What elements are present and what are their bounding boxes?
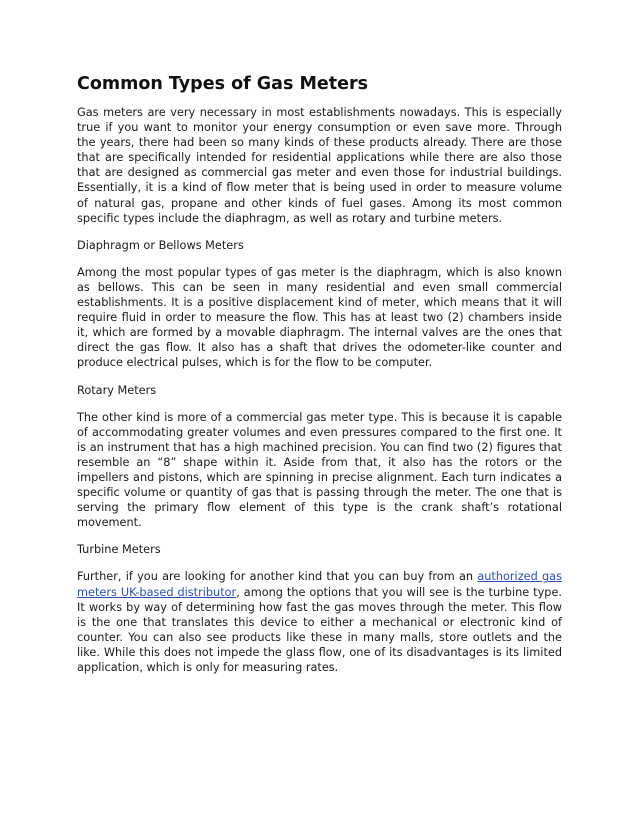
- document-title: Common Types of Gas Meters: [77, 74, 369, 94]
- section-body-diaphragm: Among the most popular types of gas meter is the diaphragm, which is also known as bellows. This can be seen in many residential and even small commercial establishments. It is a positive displacement kind of meter, which means that it will require fluid in order to measure the flow. This has at least two (2) chambers inside it, which are formed by a movable diaphragm. The internal valves are the ones that direct the gas flow. It also has a shaft that drives the odometer-like counter and produce electrical pulses, which is for the flow to be computer.: [77, 265, 562, 370]
- section-heading-diaphragm: Diaphragm or Bellows Meters: [77, 238, 244, 252]
- turbine-text-before-link: Further, if you are looking for another kind that you can buy from an: [77, 570, 478, 584]
- section-heading-rotary: Rotary Meters: [77, 383, 157, 397]
- distributor-link[interactable]: authorized gas meters UK-based distributor: [77, 570, 562, 599]
- section-heading-turbine: Turbine Meters: [77, 543, 161, 557]
- turbine-text-after-link: , among the options that you will see is the turbine type. It works by way of determining how fast the gas moves through the meter. This flow is the one that translates this device to either a mechanical or electronic kind of counter. You can also see products like these in many malls, store outlets and the like. While this does not impede the glass flow, one of its disadvantages is its limited application, which is only for measuring rates.: [77, 585, 562, 674]
- intro-paragraph: Gas meters are very necessary in most establishments nowadays. This is especially true if you want to monitor your energy consumption or even save more. Through the years, there had been so many kinds of these products already. There are those that are specifically intended for residential applications while there are also those that are designed as commercial gas meter and even those for industrial buildings. Essentially, it is a kind of flow meter that is being used in order to measure volume of natural gas, propane and other kinds of fuel gases. Among its most common specific types include the diaphragm, as well as rotary and turbine meters.: [77, 106, 562, 225]
- section-body-rotary: The other kind is more of a commercial gas meter type. This is because it is capable of accommodating greater volumes and even pressures compared to the first one. It is an instrument that has a high machined precision. You can find two (2) figures that resemble an “8” shape within it. Aside from that, it also has the rotors or the impellers and pistons, which are spinning in precise alignment. Each turn indicates a specific volume or quantity of gas that is passing through the meter. The one that is serving the primary flow element of this type is the crank shaft’s rotational movement.: [77, 410, 562, 530]
- section-body-turbine: [77, 569, 562, 675]
